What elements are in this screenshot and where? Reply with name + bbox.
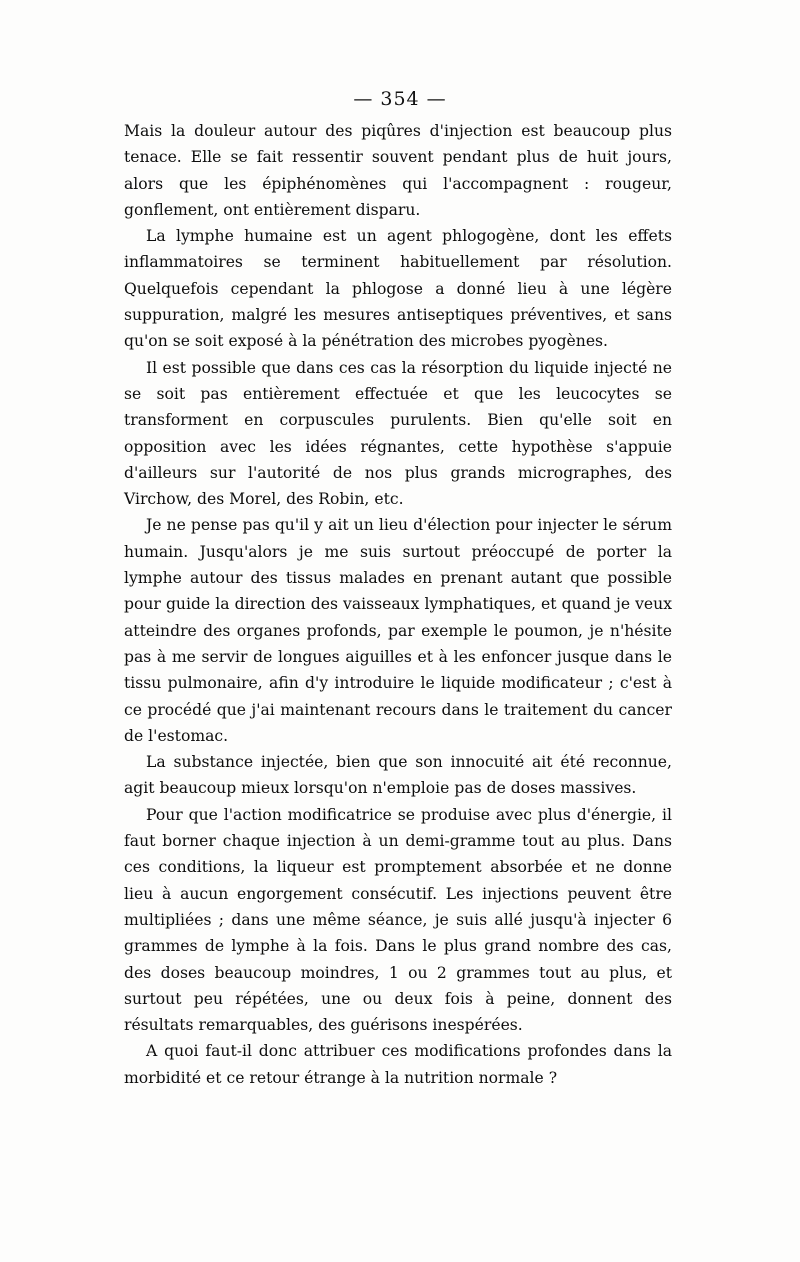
- paragraph: Mais la douleur autour des piqûres d'injection est beaucoup plus tenace. Elle se fait ressentir souvent pendant plus de huit jours, alors que les épiphénomènes qui l'accompagnent : rougeur, gonflement, ont entièrement disparu.: [124, 122, 672, 219]
- page-number: — 354 —: [353, 88, 447, 110]
- paragraph: La lymphe humaine est un agent phlogogène, dont les effets inflammatoires se terminent habituellement par résolution. Quelquefois cependant la phlogose a donné lieu à une légère suppuration, malgré les mesures antiseptiques préventives, et sans qu'on se soit exposé à la pénétration des microbes pyogènes.: [124, 227, 672, 351]
- body-text: [124, 118, 672, 1091]
- paragraph: A quoi faut-il donc attribuer ces modifications profondes dans la morbidité et ce retour étrange à la nutrition normale ?: [124, 1042, 672, 1087]
- paragraph: Je ne pense pas qu'il y ait un lieu d'élection pour injecter le sérum humain. Jusqu'alors je me suis surtout préoccupé de porter la lymphe autour des tissus malades en prenant autant que possible pour guide la direction des vaisseaux lymphatiques, et quand je veux atteindre des organes profonds, par exemple le poumon, je n'hésite pas à me servir de longues aiguilles et à les enfoncer jusque dans le tissu pulmonaire, afin d'y introduire le liquide modificateur ; c'est à ce procédé que j'ai maintenant recours dans le traitement du cancer de l'estomac.: [124, 516, 672, 745]
- paragraph: Il est possible que dans ces cas la résorption du liquide injecté ne se soit pas entièrement effectuée et que les leucocytes se transforment en corpuscules purulents. Bien qu'elle soit en opposition avec les idées régnantes, cette hypothèse s'appuie d'ailleurs sur l'autorité de nos plus grands micrographes, des Virchow, des Morel, des Robin, etc.: [124, 358, 672, 509]
- paragraph: La substance injectée, bien que son innocuité ait été reconnue, agit beaucoup mieux lorsqu'on n'emploie pas de doses massives.: [124, 753, 672, 798]
- paragraph: Pour que l'action modificatrice se produise avec plus d'énergie, il faut borner chaque injection à un demi-gramme tout au plus. Dans ces conditions, la liqueur est promptement absorbée et ne donne lieu à aucun engorgement consécutif. Les injections peuvent être multipliées ; dans une même séance, je suis allé jusqu'à injecter 6 grammes de lymphe à la fois. Dans le plus grand nombre des cas, des doses beaucoup moindres, 1 ou 2 grammes tout au plus, et surtout peu répétées, une ou deux fois à peine, donnent des résultats remarquables, des guérisons inespérées.: [124, 805, 672, 1035]
